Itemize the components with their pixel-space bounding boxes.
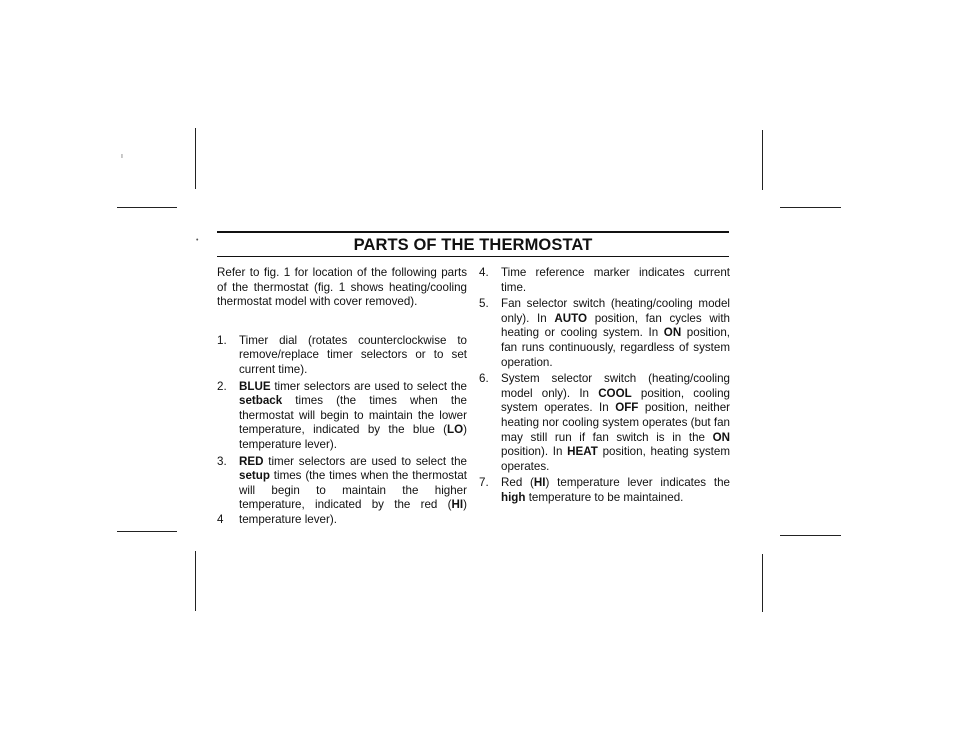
list-item	[217, 380, 467, 453]
item-number: 7.	[479, 476, 489, 490]
item-text-bold: setup	[239, 469, 270, 483]
list-item	[479, 266, 730, 295]
item-text: position, fan runs continuously, regardless of system operation.	[501, 326, 730, 369]
item-text: position, heating system operates.	[501, 445, 730, 473]
item-text: ) temperature lever indicates the	[545, 476, 730, 490]
item-text: Red (	[501, 476, 534, 490]
crop-mark-bottom-right-horizontal	[780, 535, 841, 536]
item-text: Fan selector switch (heating/cooling model only). In	[501, 297, 730, 325]
item-number: 6.	[479, 372, 489, 386]
item-text: System selector switch (heating/cooling model only). In	[501, 372, 730, 400]
page-title: PARTS OF THE THERMOSTAT	[353, 236, 593, 254]
item-text: Time reference marker indicates current time.	[501, 266, 730, 294]
item-text-bold: HI	[451, 498, 464, 512]
item-text: times (the times when the thermostat will begin to maintain the higher temperature, indicated by the red (	[239, 469, 467, 512]
scan-speck: ı	[121, 153, 123, 160]
item-text: temperature to be maintained.	[525, 490, 684, 504]
item-text-bold: setback	[239, 394, 283, 408]
crop-mark-top-right-vertical	[762, 130, 763, 190]
item-text-bold: AUTO	[554, 311, 588, 325]
parts-list-right	[479, 266, 730, 506]
scan-speck: •	[196, 237, 199, 244]
item-number: 3.	[217, 454, 227, 468]
title-rule-top	[217, 231, 729, 233]
list-item	[479, 476, 730, 505]
item-text-bold: ON	[712, 430, 730, 444]
item-number: 5.	[479, 297, 489, 311]
item-text-bold: RED	[239, 454, 264, 468]
item-text: ) temperature lever).	[239, 498, 467, 526]
title-rule-bottom	[217, 256, 729, 257]
list-item	[217, 455, 467, 528]
list-item	[217, 334, 467, 378]
intro-paragraph: Refer to fig. 1 for location of the following parts of the thermostat (fig. 1 shows heating/cooling thermostat model with cover removed).	[217, 266, 467, 309]
item-text-bold: HI	[533, 476, 546, 490]
crop-mark-bottom-left-vertical	[195, 551, 196, 611]
list-item	[479, 372, 730, 474]
left-column	[217, 266, 467, 530]
item-number: 2.	[217, 379, 227, 393]
item-text: timer selectors are used to select the	[263, 454, 467, 468]
item-text-bold: OFF	[615, 401, 639, 415]
crop-mark-top-left-horizontal	[117, 207, 177, 208]
crop-mark-top-left-vertical	[195, 128, 196, 189]
item-text-bold: ON	[663, 326, 682, 340]
item-number: 4.	[479, 266, 489, 279]
item-text: timer selectors are used to select the	[270, 379, 467, 393]
item-text: position). In	[501, 445, 568, 459]
item-text-bold: COOL	[598, 386, 632, 400]
parts-list-left	[217, 334, 467, 528]
list-item	[479, 297, 730, 370]
item-text-bold: HEAT	[567, 445, 598, 459]
item-text: Timer dial (rotates counterclockwise to remove/replace timer selectors or to set current time).	[239, 333, 467, 376]
item-text: position, cooling system operates. In	[501, 386, 730, 415]
item-text-bold: high	[501, 490, 526, 504]
item-text: position, fan cycles with heating or cooling system. In	[501, 311, 730, 340]
item-number: 1.	[217, 333, 227, 347]
crop-mark-top-right-horizontal	[780, 207, 841, 208]
crop-mark-bottom-right-vertical	[762, 554, 763, 612]
item-text: position, neither heating nor cooling system operates (but fan may still run if fan switch is in the	[501, 401, 731, 444]
item-text: ) temperature lever).	[239, 423, 467, 451]
page-number: 4	[217, 513, 224, 526]
item-text-bold: BLUE	[239, 379, 271, 393]
right-column	[479, 266, 730, 508]
item-text-bold: LO	[447, 423, 464, 437]
item-text: times (the times when the thermostat will begin to maintain the lower temperature, indicated by the blue (	[239, 394, 467, 437]
crop-mark-bottom-left-horizontal	[117, 531, 177, 532]
